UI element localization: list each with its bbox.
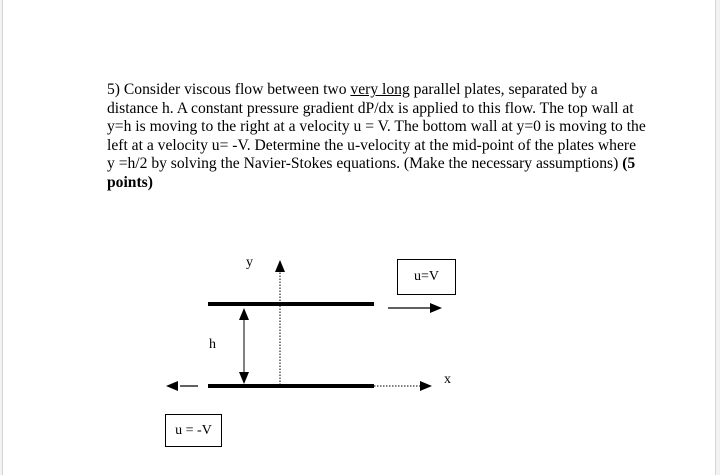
bottom-velocity-label: u = -V bbox=[165, 414, 222, 447]
x-axis-arrowhead bbox=[420, 381, 432, 391]
gap-arrowhead-bottom bbox=[239, 372, 249, 384]
problem-points: (5 points) bbox=[107, 155, 636, 191]
top-plate bbox=[208, 302, 374, 306]
bottom-velocity-arrowhead bbox=[166, 381, 178, 391]
top-velocity-label: u=V bbox=[397, 259, 456, 295]
problem-body: parallel plates, separated by a distance h. A constant pressure gradient dP/dx is applied to this flow. The top wall at y=h is moving to the right at a velocity u = V. The bottom wall at y=0 is moving to the left at a velocity u= -V. Determine the u-velocity at the mid-point of the plates where y =h/2 by solving the Navier-Stokes equations. (Make the necessary assumptions) bbox=[107, 81, 646, 173]
problem-lead: 5) Consider viscous flow between two bbox=[107, 81, 351, 98]
gap-arrowhead-top bbox=[239, 308, 249, 320]
bottom-plate bbox=[208, 384, 374, 388]
problem-emphasis: very long bbox=[350, 81, 410, 98]
y-axis-arrowhead bbox=[275, 260, 285, 272]
top-velocity-arrowhead bbox=[430, 303, 442, 313]
y-axis-label: y bbox=[246, 255, 253, 270]
gap-label: h bbox=[209, 337, 216, 352]
x-axis-label: x bbox=[444, 372, 451, 387]
